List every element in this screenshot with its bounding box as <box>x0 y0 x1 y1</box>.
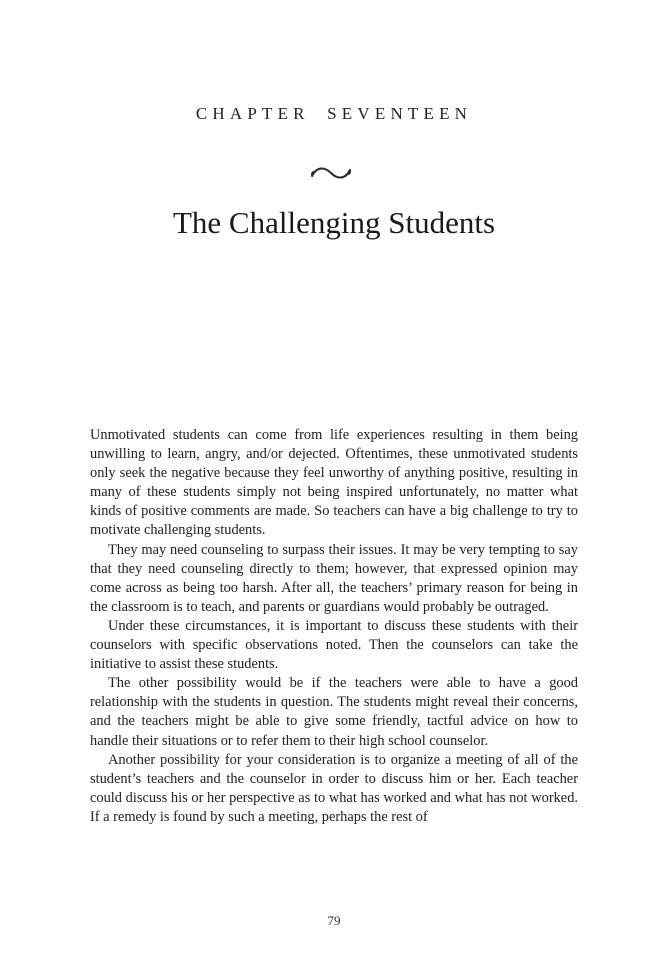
chapter-title: The Challenging Students <box>172 205 496 240</box>
chapter-number-label: CHAPTER SEVENTEEN <box>195 104 473 123</box>
page-number: 79 <box>327 913 341 928</box>
body-paragraph: Unmotivated students can come from life experiences resulting in them being unwilling to learn, angry, and/or dejected. Oftentimes, these unmotivated students only seek the negative because they feel unworthy of anything positive, resulting in many of these students simply not being inspired unfortunately, no matter what kinds of positive comments are made. So teachers can have a big challenge to try to motivate challenging students. <box>90 427 578 539</box>
chapter-body <box>90 426 578 827</box>
body-paragraph: Another possibility for your consideration is to organize a meeting of all of the student’s teachers and the counselor in order to discuss him or her. Each teacher could discuss his or her perspective as to what has worked and what has not worked. If a remedy is found by such a meeting, perhaps the rest of <box>90 751 578 825</box>
body-paragraph: The other possibility would be if the teachers were able to have a good relationship with the students in question. The students might reveal their concerns, and the teachers might be able to give some friendly, tactful advice on how to handle their situations or to refer them to their high school counselor. <box>90 675 578 749</box>
body-paragraph: They may need counseling to surpass their issues. It may be very tempting to say that they need counseling directly to them; however, that expressed opinion may come across as being too harsh. After all, the teachers’ primary reason for being in the classroom is to teach, and parents or guardians would probably be outraged. <box>90 541 578 615</box>
body-paragraph: Under these circumstances, it is important to discuss these students with their counselors with specific observations noted. Then the counselors can take the initiative to assist these students. <box>90 617 578 673</box>
tilde-swash-ornament-icon <box>309 162 353 184</box>
